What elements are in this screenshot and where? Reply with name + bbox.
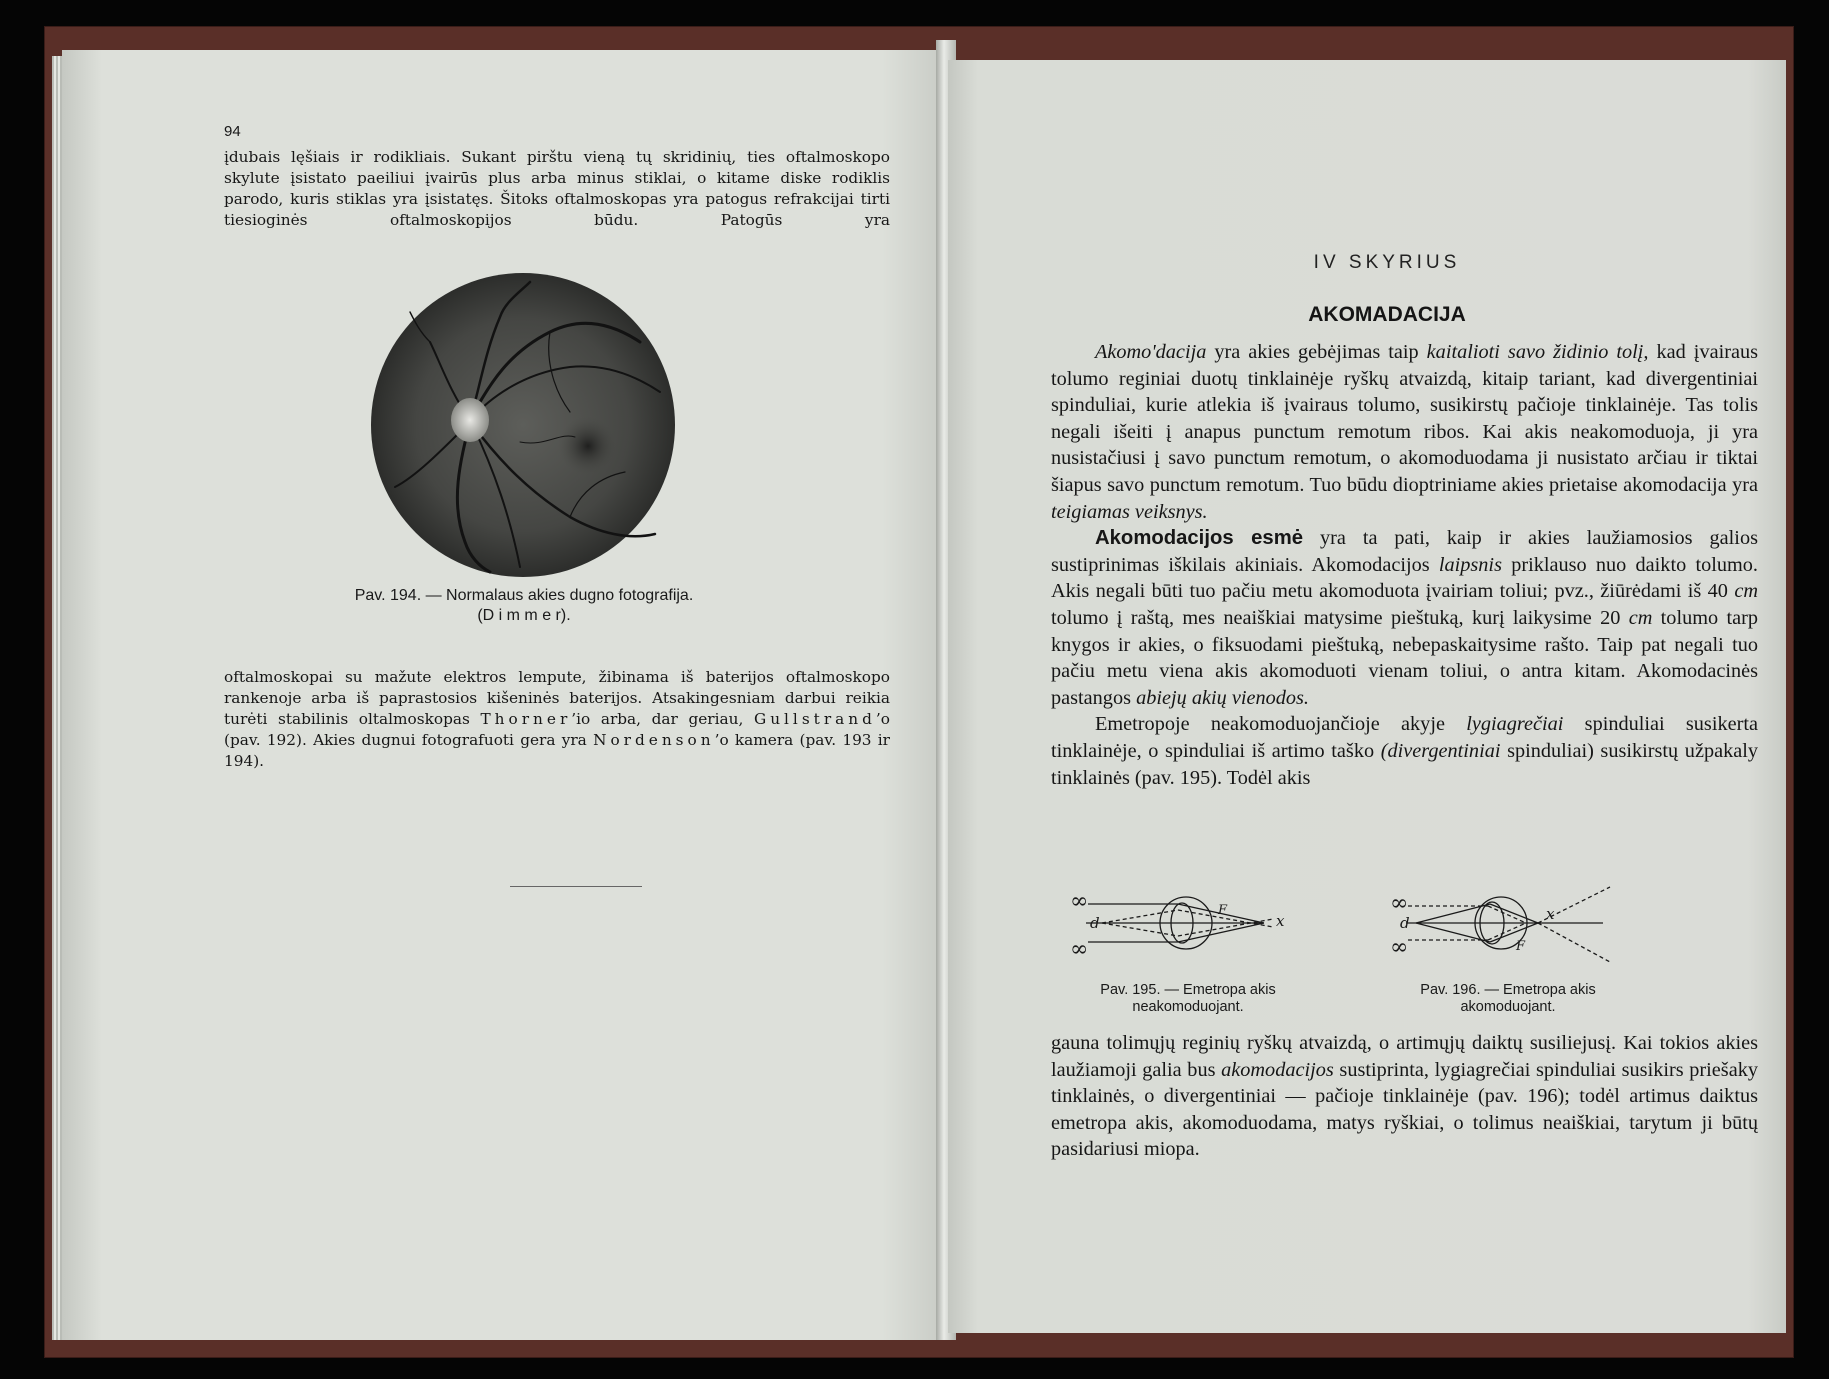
term-akomodacijos-esme: Akomodacijos esmė <box>1095 527 1304 550</box>
p2-italic-2: abiejų akių vienodos. <box>1136 686 1309 709</box>
p1-text-b: kad įvairaus tolumo reginiai duotų tinklainėje ryškų atvaizdą, kitaip tariant, kad divergentiniai spinduliai, kurie atlekia iš įvairaus tolumo, susikirstų pačioje tinklainėje. Tas tolis negali išeiti į anapus punctum remotum ribos. Kai akis neakomoduoja, ji yra nusistačiusi į savo punctum remotum, o akomoduodama ji nusistato arčiau ir tiktai šiapus savo punctum remotum. Tuo būdu dioptriniame akies prietaise akomodacija yra <box>1051 341 1759 496</box>
p3-text-a: Emetropoje neakomoduojančioje akyje <box>1095 713 1467 736</box>
paragraph-top: įdubais lęšiais ir rodikliais. Sukant pirštu vieną tų skridinių, ties oftalmoskopo skylute įsistato paeiliui įvairūs plus arba minus stiklai, o kitame diske rodiklis parodo, kuris stiklas yra įsistatęs. Šitoks oftalmoskopas yra patogus refrakcijai tirti tiesioginės oftalmoskopijos būdu. Patogūs yra <box>224 148 890 229</box>
page-number: 94 <box>224 123 241 140</box>
paragraph-bottom-part3: ’o (pav. 192). Akies dugnui fotografuoti gera yra <box>224 710 890 749</box>
fundus-photograph <box>370 272 676 578</box>
p2-unit-2: cm <box>1628 606 1653 629</box>
fig195-infinity-bottom: ∞ <box>1070 937 1089 962</box>
fig195-label-f: F <box>1218 903 1228 918</box>
paragraph-bottom-part1: oftalmoskopai su mažute elektros lempute, žibinama iš baterijos oftalmoskopo rankenoje arba iš paprastosios kišeninės baterijos. Atsakingesniam darbui reikia turėti stabilinis oltalmoskopas <box>224 668 890 728</box>
p2-italic: laipsnis <box>1438 553 1502 576</box>
author-gullstrand: Gullstrand <box>753 710 876 728</box>
author-nordenson: Nordenson <box>593 731 715 749</box>
figure-196-diagram <box>1388 882 1628 972</box>
figure-195-diagram <box>1068 882 1308 972</box>
p3-text-c: spinduliai) susikirstų užpakaly tinklainės (pav. 195). Todėl akis <box>1051 739 1758 789</box>
figure-196-caption <box>1388 982 1628 1016</box>
macula <box>558 416 618 476</box>
fig195-caption-line2: neakomoduojant. <box>1132 999 1244 1015</box>
paragraph-2 <box>1051 525 1758 711</box>
term-akomodacija: Akomo'dacija <box>1095 341 1207 363</box>
fig196-caption-line1: Pav. 196. — Emetropa akis <box>1420 982 1596 998</box>
fig195-caption-line1: Pav. 195. — Emetropa akis <box>1100 982 1276 998</box>
p2-unit-1: cm <box>1734 580 1758 603</box>
fundus-disc <box>371 273 675 577</box>
fig196-infinity-top: ∞ <box>1390 891 1409 916</box>
paragraph-3 <box>1051 711 1758 791</box>
footnote-separator <box>510 886 642 887</box>
paragraph-bottom-part2: ’io arba, dar geriau, <box>571 710 744 728</box>
fig196-infinity-bottom: ∞ <box>1390 935 1409 960</box>
figure-196 <box>1388 882 1628 972</box>
p4-text-b: sustiprinta, lygiagrečiai spinduliai susikirs priešaky tinklainės, o divergentiniai — pačioje tinklainėje (pav. 196); todėl artimus daiktus emetropa akis, akomoduodama, matys ryškiai, o tolimus neaiškiai, tarytum ji būtų pasidariusi miopa. <box>1051 1058 1758 1161</box>
fig195-label-d: d <box>1090 914 1100 932</box>
p1-italic-2: teigiamas veiksnys. <box>1051 500 1208 523</box>
p1-text-a: yra akies gebėjimas taip <box>1206 341 1427 363</box>
p3-italic-2: (divergentiniai <box>1380 739 1501 762</box>
figure-caption-194 <box>324 586 724 626</box>
p2-text-a: yra ta pati, kaip ir akies laužiamosios galios sustiprinimas iškilais akiniais. Akomodacijos <box>1051 527 1758 576</box>
paragraph-bottom <box>224 667 890 772</box>
fig195-label-x: x <box>1276 912 1285 930</box>
chapter-heading: IV SKYRIUS <box>1313 252 1461 273</box>
p4-italic: akomodacijos <box>1221 1058 1334 1081</box>
figure-195 <box>1068 882 1308 972</box>
figure-caption-line2: (D i m m e r). <box>477 607 571 624</box>
closing-text-block <box>1051 1030 1758 1163</box>
p3-italic: lygiagrečiai <box>1466 713 1564 736</box>
paragraph-bottom-part4: ’o kamera (pav. 193 ir 194). <box>224 731 890 770</box>
optic-disc <box>451 398 489 442</box>
section-title: AKOMADACIJA <box>1308 303 1466 326</box>
figure-caption-line1: Pav. 194. — Normalaus akies dugno fotografija. <box>354 587 694 604</box>
p2-text-c: tolumo į raštą, mes neaiškiai matysime pieštuką, kurį laikysime 20 <box>1051 606 1629 629</box>
fig195-infinity-top: ∞ <box>1070 889 1089 914</box>
right-page <box>948 60 1786 1333</box>
p3-text-b: spinduliai susikerta tinklainėje, o spinduliai iš artimo taško <box>1051 713 1758 762</box>
p2-text-d: tolumo tarp knygos ir akies, o fiksuodami pieštuką, nebepaskaitysime rašto. Taip pat negali tuo pačiu metu viena akis akomoduoti vienam toliui, o antra kitam. Akomodacinės pastangos <box>1051 606 1758 709</box>
fig196-label-x: x <box>1546 905 1555 923</box>
p1-italic: kaitalioti savo židinio tolį, <box>1426 341 1649 363</box>
paragraph-1 <box>1051 339 1758 525</box>
fig196-caption-line2: akomoduojant. <box>1460 999 1556 1015</box>
fig196-label-f: F <box>1516 939 1526 954</box>
p2-text-b: priklauso nuo daikto tolumo. Akis negali būti tuo pačiu metu akomoduota įvairiam toliui; pvz., žiūrėdami iš 40 <box>1051 553 1758 603</box>
paragraph-4 <box>1051 1030 1758 1163</box>
p4-text-a: gauna tolimųjų reginių ryškų atvaizdą, o artimųjų daiktų susiliejusį. Kai tokios akies laužiamoji galia bus <box>1051 1032 1758 1081</box>
main-text-block <box>1051 339 1758 791</box>
author-thorner: Thorner <box>480 710 572 728</box>
fundus-image-svg <box>370 272 676 578</box>
fig196-label-d: d <box>1400 914 1410 932</box>
left-page <box>62 50 942 1340</box>
figure-195-caption <box>1078 982 1298 1016</box>
